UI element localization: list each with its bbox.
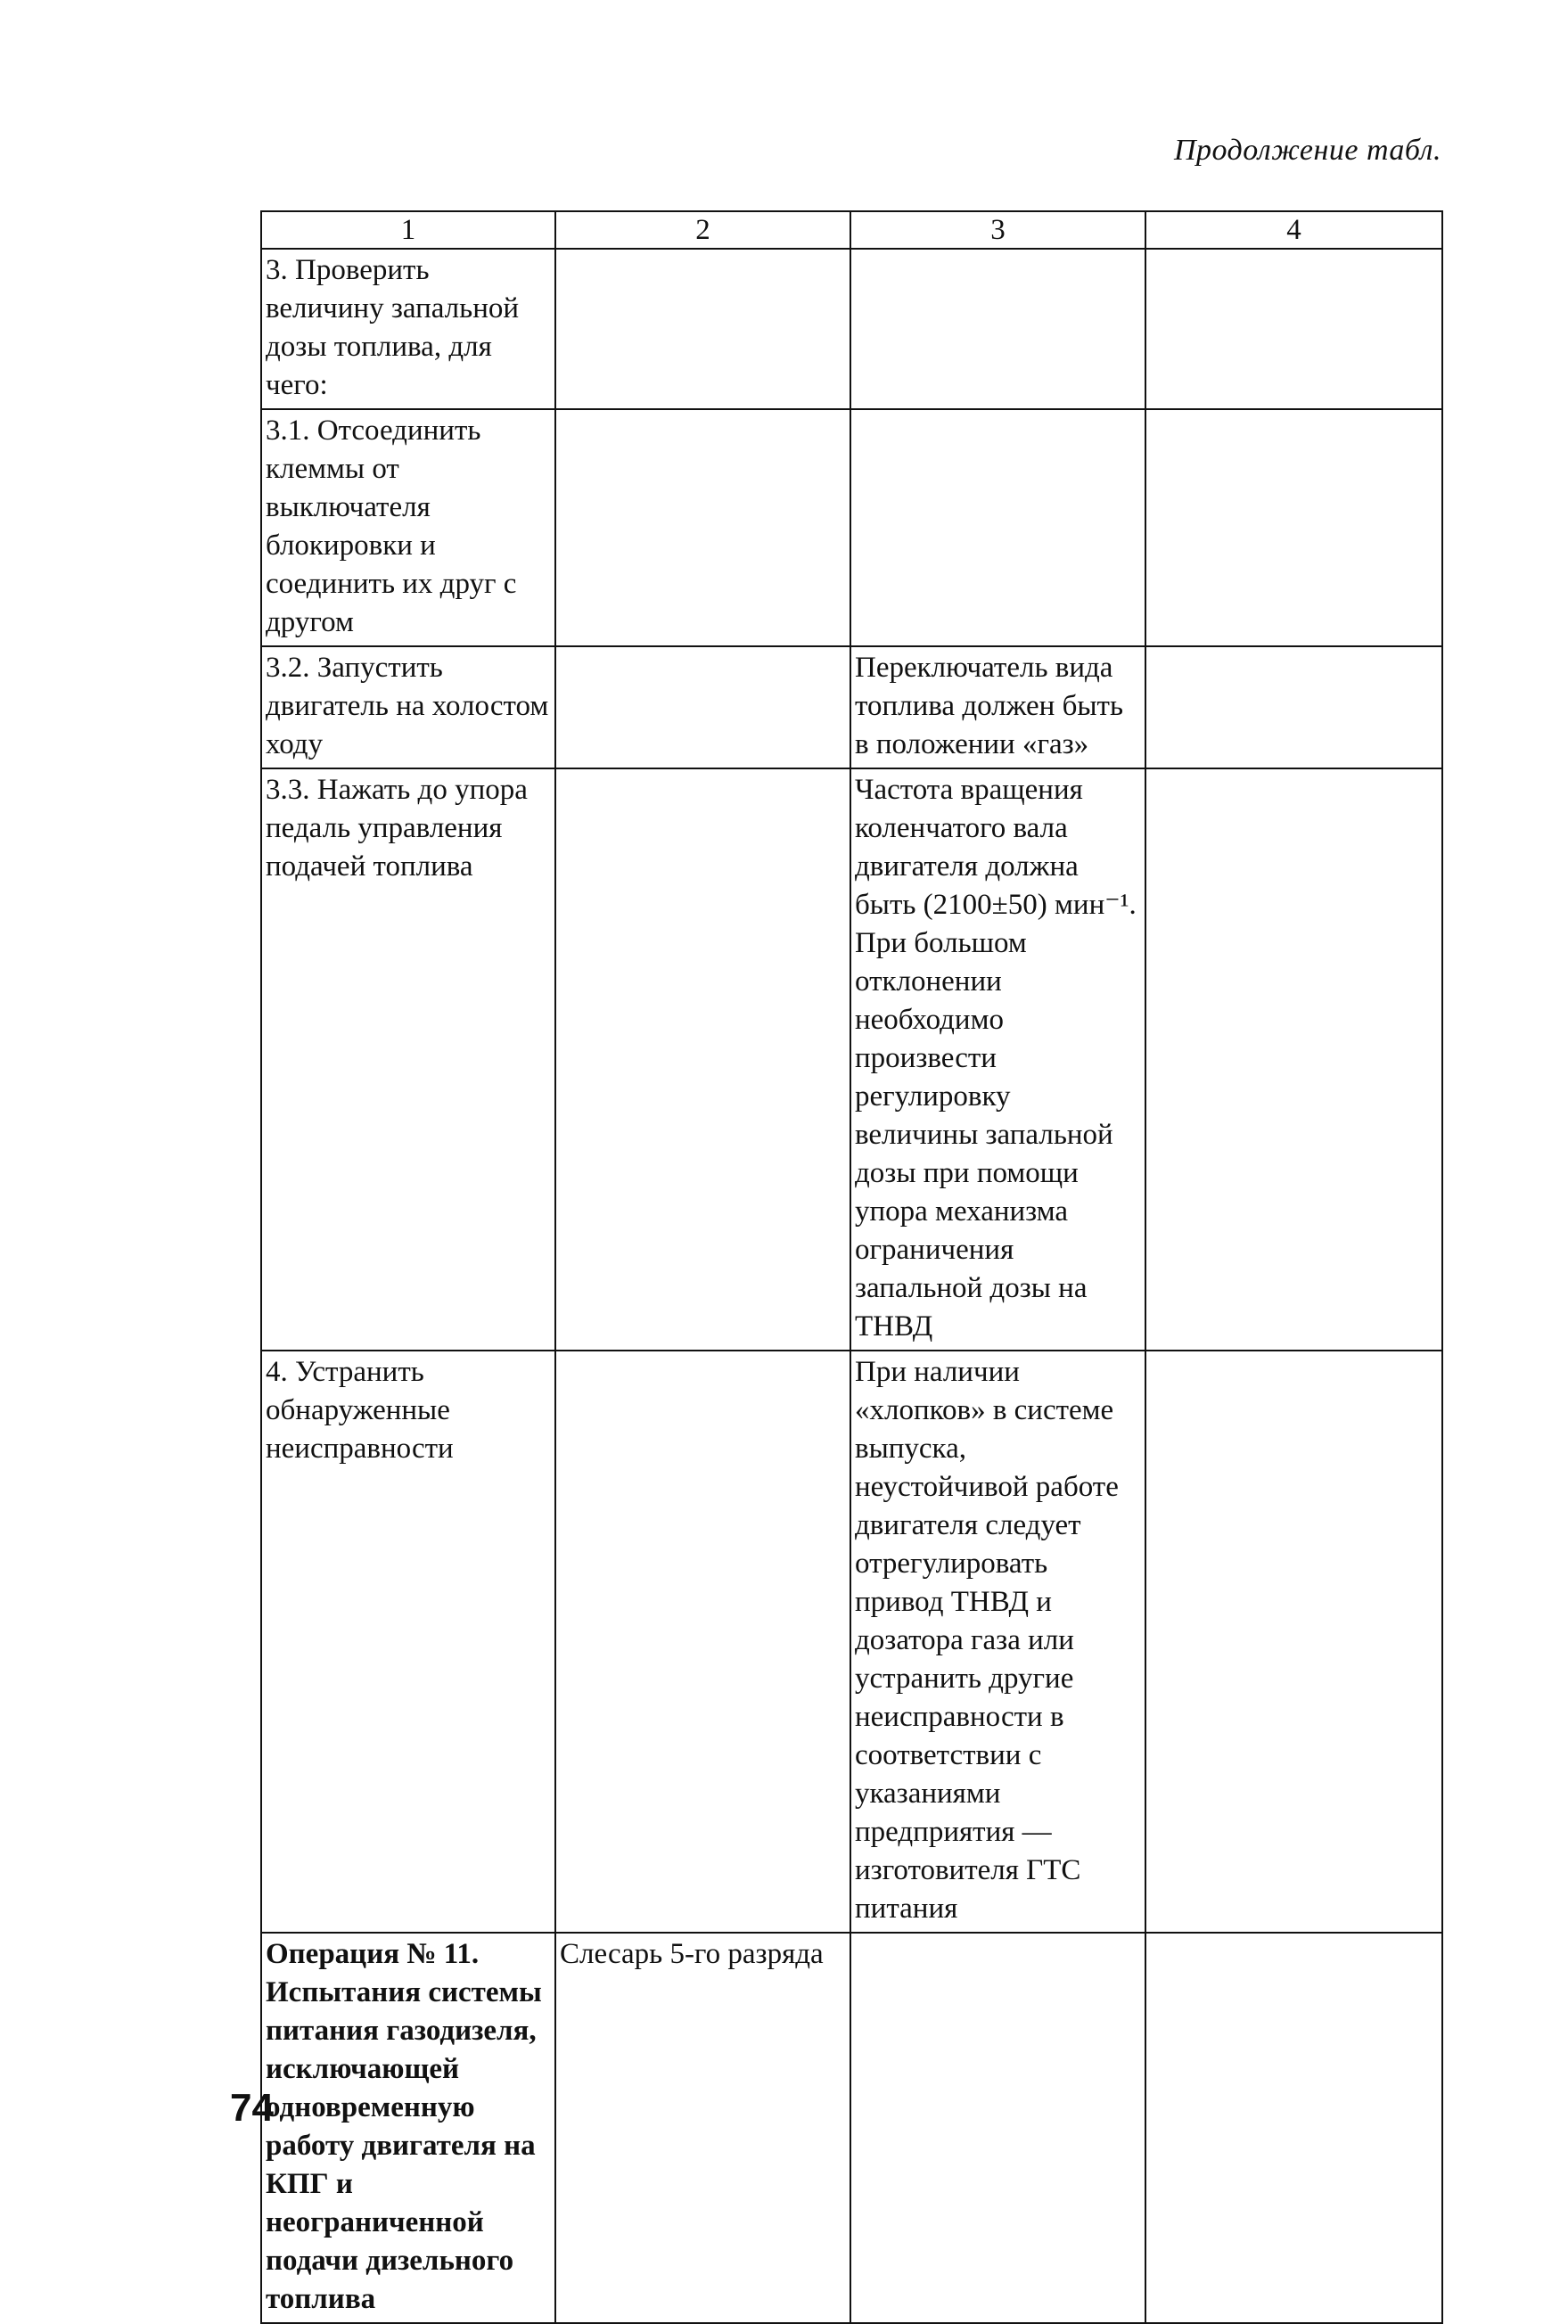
operation-title: Операция № 11. Испытания системы питания газодизеля, исключающей одновременную работу двигателя на КПГ и неограниченной подачи дизельного топлива bbox=[266, 1938, 542, 2315]
page-number: 74 bbox=[230, 2086, 274, 2130]
table-header-row bbox=[261, 211, 1442, 249]
table-row bbox=[261, 1351, 1442, 1933]
table-cell bbox=[555, 768, 850, 1351]
table-cell bbox=[1145, 1933, 1442, 2323]
cell-text: Частота вращения коленчатого вала двигателя должна быть (2100±50) мин⁻¹. При большом отклонении необходимо произвести регулировку величины запальной дозы при помощи упора механизма ограничения запальной дозы на ТНВД bbox=[855, 774, 1137, 1343]
column-header-1: 1 bbox=[261, 211, 555, 249]
table-cell bbox=[555, 646, 850, 768]
table-cell bbox=[1145, 768, 1442, 1351]
table-cell bbox=[850, 409, 1145, 646]
operations-table bbox=[260, 210, 1443, 2324]
table-cell bbox=[1145, 1351, 1442, 1933]
column-header-2: 2 bbox=[555, 211, 850, 249]
cell-text: 4. Устранить обнаруженные неисправности bbox=[266, 1356, 454, 1465]
table-cell bbox=[1145, 646, 1442, 768]
table-cell bbox=[261, 1933, 555, 2323]
table-cell bbox=[1145, 409, 1442, 646]
table-row bbox=[261, 768, 1442, 1351]
table-cell bbox=[850, 646, 1145, 768]
table-cell bbox=[850, 249, 1145, 409]
table-row bbox=[261, 1933, 1442, 2323]
cell-text: 3.2. Запустить двигатель на холостом ходу bbox=[266, 652, 549, 760]
table-continuation-label: Продолжение табл. bbox=[1173, 134, 1441, 167]
table-cell bbox=[555, 249, 850, 409]
table-cell bbox=[555, 1933, 850, 2323]
table-row bbox=[261, 646, 1442, 768]
table-cell bbox=[1145, 249, 1442, 409]
table-cell bbox=[261, 646, 555, 768]
table-cell bbox=[261, 249, 555, 409]
table-cell bbox=[850, 1351, 1145, 1933]
table-cell bbox=[261, 409, 555, 646]
column-header-3: 3 bbox=[850, 211, 1145, 249]
table-cell bbox=[555, 1351, 850, 1933]
cell-text: Слесарь 5-го разряда bbox=[560, 1938, 824, 1970]
table-cell bbox=[850, 768, 1145, 1351]
column-header-4: 4 bbox=[1145, 211, 1442, 249]
table-cell bbox=[850, 1933, 1145, 2323]
cell-text: 3.1. Отсоединить клеммы от выключателя блокировки и соединить их друг с другом bbox=[266, 415, 517, 638]
table-row bbox=[261, 249, 1442, 409]
cell-text: 3.3. Нажать до упора педаль управления подачей топлива bbox=[266, 774, 528, 883]
cell-text: При наличии «хлопков» в системе выпуска, неустойчивой работе двигателя следует отрегулировать привод ТНВД и дозатора газа или устранить другие неисправности в соответствии с указаниями предприятия — изготовителя ГТС питания bbox=[855, 1356, 1119, 1925]
table-cell bbox=[261, 768, 555, 1351]
cell-text: Переключатель вида топлива должен быть в положении «газ» bbox=[855, 652, 1123, 760]
table-cell bbox=[261, 1351, 555, 1933]
table-cell bbox=[555, 409, 850, 646]
table-row bbox=[261, 409, 1442, 646]
cell-text: 3. Проверить величину запальной дозы топлива, для чего: bbox=[266, 254, 520, 401]
